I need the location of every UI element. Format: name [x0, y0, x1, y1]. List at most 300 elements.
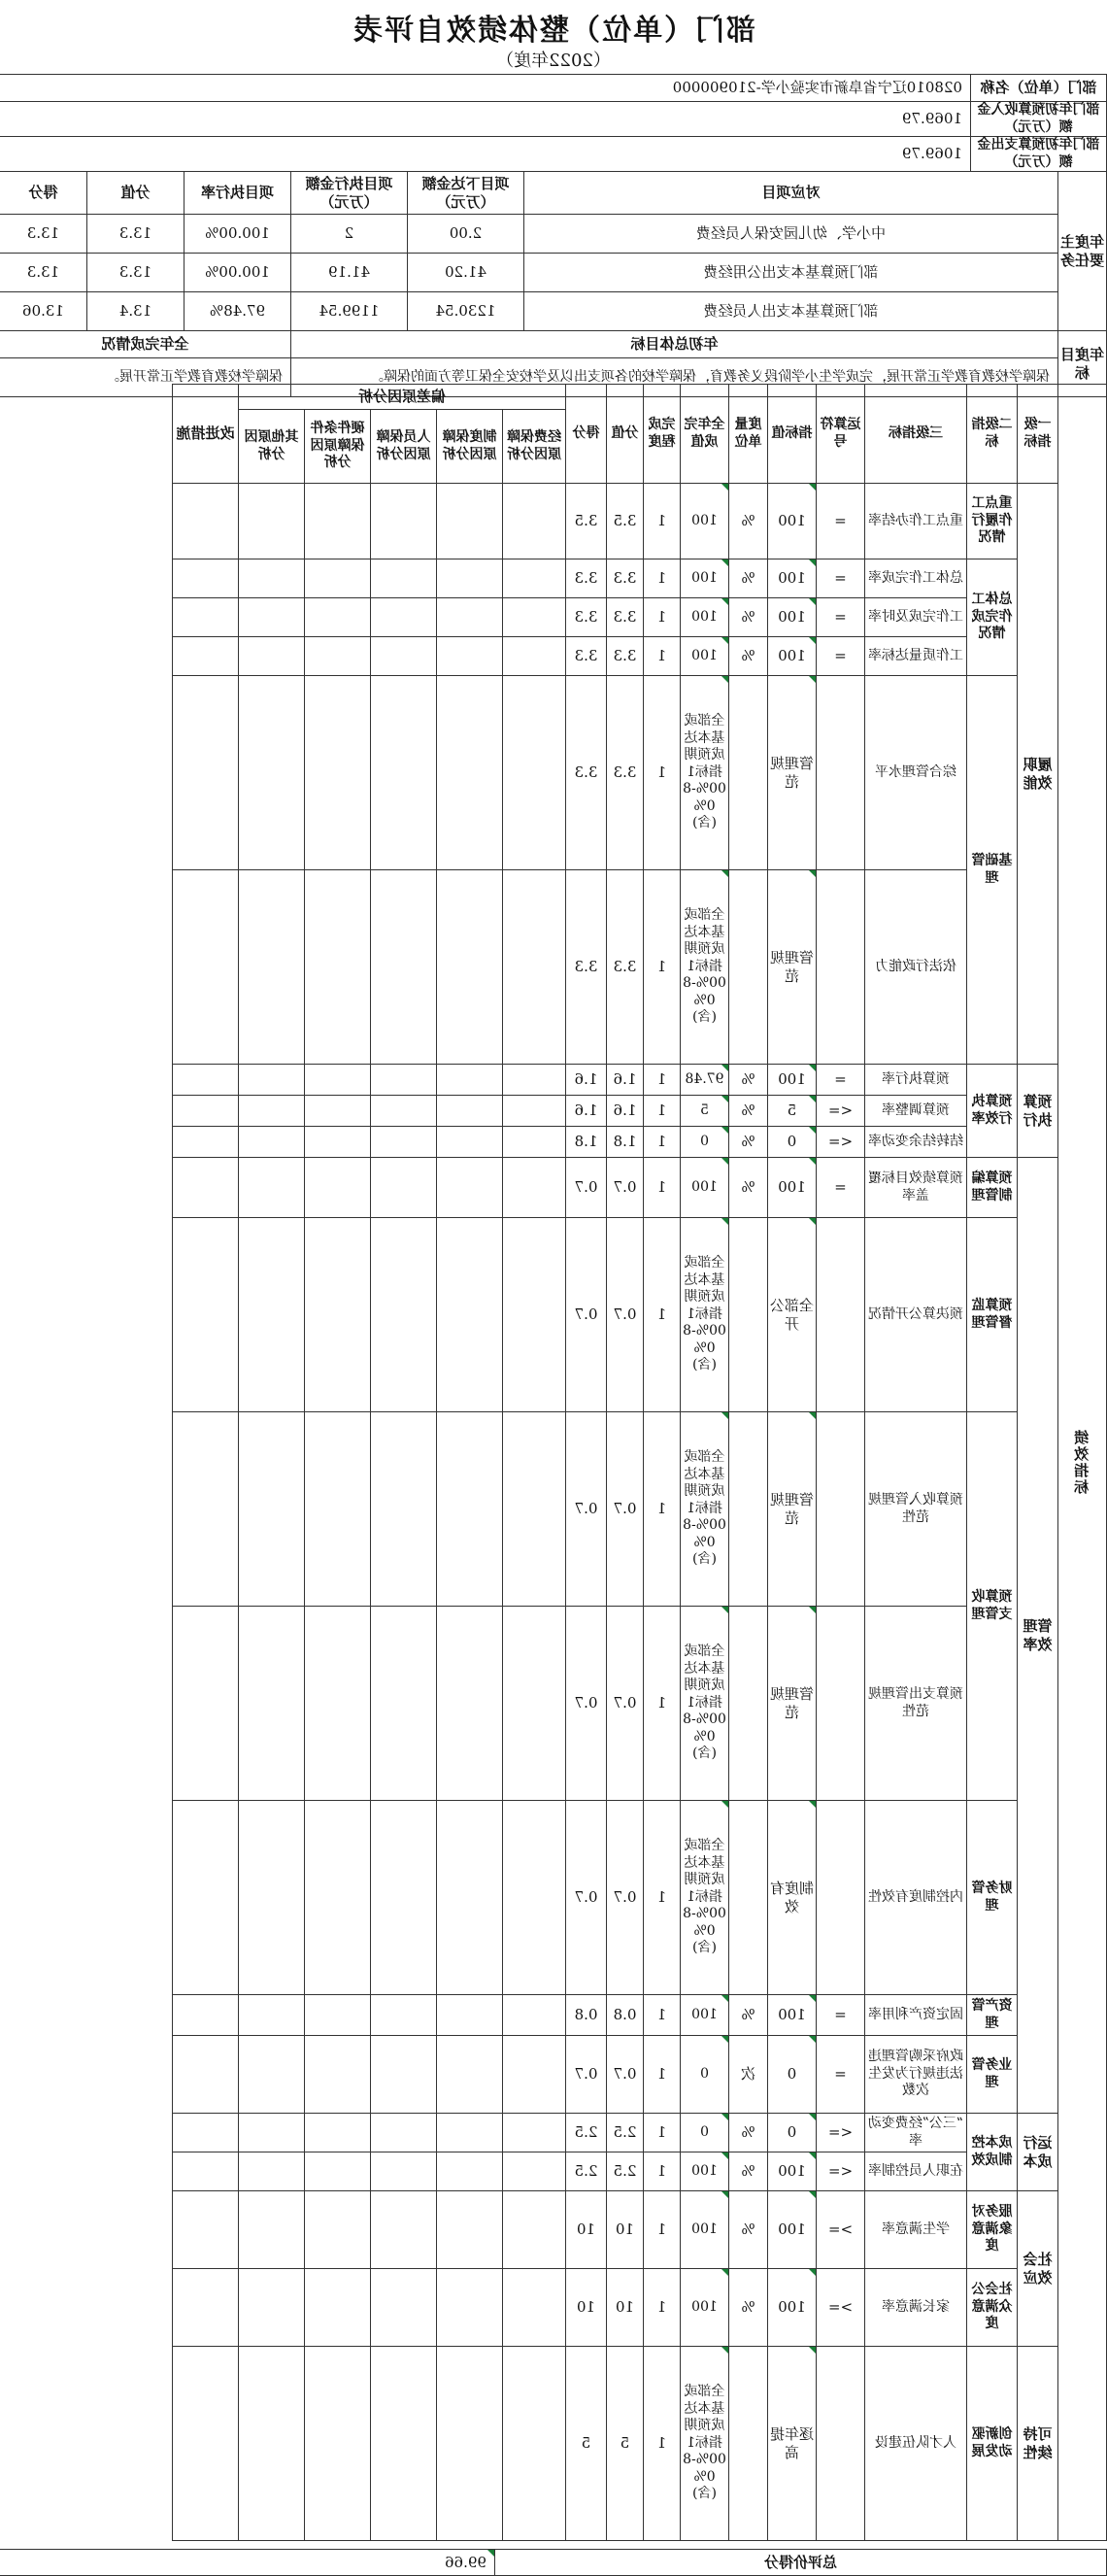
deviation-analysis [437, 1995, 503, 2036]
score: 10 [566, 2191, 607, 2269]
metric-row [0, 676, 1107, 870]
deviation-analysis [437, 2191, 503, 2269]
target-value: 0 [768, 2036, 817, 2114]
actual-value: 100 [681, 637, 729, 676]
level3-indicator: 预算支出管理规范性 [865, 1607, 967, 1801]
deviation-analysis [238, 1801, 304, 1995]
deviation-analysis [371, 2347, 437, 2541]
level1-indicator: 可持续性 [1018, 2347, 1058, 2541]
improvement-measure [172, 2152, 238, 2191]
completion-degree: 1 [644, 2191, 681, 2269]
deviation-analysis [238, 870, 304, 1065]
target-value: 100 [768, 1158, 817, 1218]
level1-indicator: 管理效率 [1018, 1158, 1058, 2114]
deviation-analysis [437, 559, 503, 598]
actual-value: 100 [681, 2191, 729, 2269]
operator: <= [817, 1127, 865, 1158]
deviation-analysis [437, 2347, 503, 2541]
deviation-analysis [503, 676, 566, 870]
unit: % [729, 1096, 768, 1127]
target-value: 0 [768, 2114, 817, 2152]
task-executed: 2 [290, 215, 407, 254]
deviation-analysis [437, 1065, 503, 1096]
improvement-measure [172, 676, 238, 870]
level2-indicator: 社会公众满意度 [967, 2269, 1018, 2347]
deviation-analysis [371, 559, 437, 598]
completion-degree: 1 [644, 1801, 681, 1995]
target-value: 100 [768, 559, 817, 598]
operator: >= [817, 2269, 865, 2347]
improvement-measure [172, 870, 238, 1065]
level1-indicator: 运行成本 [1018, 2114, 1058, 2191]
task-row [0, 254, 1107, 292]
level2-indicator: 成本控制成效 [967, 2114, 1018, 2191]
unit: % [729, 484, 768, 559]
improvement-measure [172, 1412, 238, 1607]
deviation-analysis [437, 1096, 503, 1127]
improvement-measure [172, 2036, 238, 2114]
unit [729, 2347, 768, 2541]
metric-row [0, 2191, 1107, 2269]
metric-row [0, 1158, 1107, 1218]
task-weight: 13.3 [86, 215, 184, 254]
score: 3.3 [566, 637, 607, 676]
deviation-analysis [238, 1995, 304, 2036]
level2-indicator: 资产管理 [967, 1995, 1018, 2036]
operator: <= [817, 1096, 865, 1127]
metric-row [0, 1995, 1107, 2036]
level2-indicator: 总体工作完成情况 [967, 559, 1018, 676]
improvement-measure [172, 2269, 238, 2347]
level1-indicator: 社会效应 [1018, 2191, 1058, 2347]
deviation-analysis [305, 2152, 371, 2191]
header-score: 得分 [566, 385, 607, 484]
income-value: 1069.79 [0, 102, 970, 137]
improvement-measure [172, 598, 238, 637]
target-value: 100 [768, 598, 817, 637]
metric-row [0, 559, 1107, 598]
weight: 0.8 [607, 1995, 644, 2036]
actual-value: 全部或基本达成预期指标100%-80%(含) [681, 2347, 729, 2541]
actual-value: 5 [681, 1096, 729, 1127]
score: 3.5 [566, 484, 607, 559]
deviation-analysis [238, 484, 304, 559]
deviation-analysis [305, 1995, 371, 2036]
unit: % [729, 559, 768, 598]
score: 3.3 [566, 598, 607, 637]
unit [729, 1218, 768, 1412]
level3-indicator: 人才队伍建设 [865, 2347, 967, 2541]
level1-indicator: 预算执行 [1018, 1065, 1058, 1158]
operator [817, 1801, 865, 1995]
unit-name-label: 部门（单位）名称 [970, 75, 1106, 102]
metric-row [0, 2114, 1107, 2152]
header-deviation-col: 经费保障原因分析 [503, 410, 566, 484]
header-level2: 二级指标 [967, 385, 1018, 484]
task-project: 中小学、幼儿园安保人员经费 [523, 215, 1057, 254]
metric-row [0, 598, 1107, 637]
task-executed: 1199.54 [290, 292, 407, 331]
deviation-analysis [437, 1607, 503, 1801]
metric-row [0, 2152, 1107, 2191]
deviation-analysis [437, 2036, 503, 2114]
metric-row [0, 1096, 1107, 1127]
score: 0.7 [566, 2036, 607, 2114]
header-deviation-col: 硬件条件保障原因分析 [305, 410, 371, 484]
summary-table [0, 74, 1107, 397]
unit [729, 1412, 768, 1607]
header-degree: 完成程度 [644, 385, 681, 484]
deviation-analysis [305, 1127, 371, 1158]
task-score: 13.3 [0, 215, 86, 254]
deviation-analysis [437, 484, 503, 559]
target-value: 100 [768, 1065, 817, 1096]
target-value: 逐年提高 [768, 2347, 817, 2541]
completion-degree: 1 [644, 1995, 681, 2036]
metric-row [0, 1801, 1107, 1995]
level3-indicator: 工作质量达标率 [865, 637, 967, 676]
unit-name-value: 028010辽宁省阜新市实验小学-210900000 [0, 75, 970, 102]
score: 10 [566, 2269, 607, 2347]
deviation-analysis [503, 1218, 566, 1412]
task-allocated: 2.00 [407, 215, 523, 254]
target-value: 管理规范 [768, 1412, 817, 1607]
metrics-table [0, 384, 1107, 2541]
target-value: 100 [768, 2191, 817, 2269]
improvement-measure [172, 559, 238, 598]
deviation-analysis [503, 1158, 566, 1218]
weight: 2.5 [607, 2152, 644, 2191]
header-deviation-col: 人员保障原因分析 [371, 410, 437, 484]
deviation-analysis [305, 1218, 371, 1412]
deviation-analysis [305, 2347, 371, 2541]
operator [817, 2347, 865, 2541]
operator [817, 676, 865, 870]
actual-value: 100 [681, 1158, 729, 1218]
actual-value: 全部或基本达成预期指标100%-80%(含) [681, 1801, 729, 1995]
level2-indicator: 财务管理 [967, 1801, 1018, 1995]
task-row [0, 215, 1107, 254]
deviation-analysis [503, 1096, 566, 1127]
deviation-analysis [437, 598, 503, 637]
deviation-analysis [503, 1607, 566, 1801]
actual-value: 全部或基本达成预期指标100%-80%(含) [681, 676, 729, 870]
deviation-analysis [305, 2191, 371, 2269]
task-executed: 41.19 [290, 254, 407, 292]
task-weight: 13.3 [86, 254, 184, 292]
actual-value: 全部或基本达成预期指标100%-80%(含) [681, 1412, 729, 1607]
deviation-analysis [371, 1158, 437, 1218]
level3-indicator: 固定资产利用率 [865, 1995, 967, 2036]
score: 0.7 [566, 1218, 607, 1412]
total-label: 总评价得分 [495, 2550, 1107, 2576]
weight: 3.3 [607, 676, 644, 870]
deviation-analysis [305, 1065, 371, 1096]
unit [729, 1607, 768, 1801]
actual-value: 100 [681, 1995, 729, 2036]
improvement-measure [172, 1158, 238, 1218]
tasks-header-weight: 分值 [86, 172, 184, 215]
deviation-analysis [371, 1065, 437, 1096]
weight: 3.3 [607, 870, 644, 1065]
improvement-measure [172, 1995, 238, 2036]
deviation-analysis [305, 1158, 371, 1218]
task-score: 13.3 [0, 254, 86, 292]
deviation-analysis [371, 1607, 437, 1801]
operator: = [817, 559, 865, 598]
operator: = [817, 1065, 865, 1096]
operator: <= [817, 2114, 865, 2152]
header-deviation-col: 制度保障原因分析 [437, 410, 503, 484]
score: 3.3 [566, 676, 607, 870]
weight: 1.6 [607, 1096, 644, 1127]
weight: 0.7 [607, 1158, 644, 1218]
improvement-measure [172, 1127, 238, 1158]
total-table [0, 2549, 1107, 2576]
completion-degree: 1 [644, 1607, 681, 1801]
operator: = [817, 2036, 865, 2114]
level3-indicator: 学生满意率 [865, 2191, 967, 2269]
metric-row [0, 2036, 1107, 2114]
deviation-analysis [238, 1412, 304, 1607]
header-level1: 一级指标 [1018, 385, 1058, 484]
deviation-analysis [371, 1127, 437, 1158]
metric-row [0, 870, 1107, 1065]
deviation-analysis [437, 1801, 503, 1995]
operator: <= [817, 2152, 865, 2191]
deviation-analysis [305, 637, 371, 676]
improvement-measure [172, 2191, 238, 2269]
completion-degree: 1 [644, 2152, 681, 2191]
header-operator: 运算符号 [817, 385, 865, 484]
level2-indicator: 重点工作履行情况 [967, 484, 1018, 559]
target-value: 100 [768, 1995, 817, 2036]
completion-degree: 1 [644, 676, 681, 870]
completion-degree: 1 [644, 637, 681, 676]
completion-degree: 1 [644, 2269, 681, 2347]
deviation-analysis [371, 2036, 437, 2114]
deviation-analysis [305, 1096, 371, 1127]
metric-row [0, 2269, 1107, 2347]
score: 2.5 [566, 2114, 607, 2152]
deviation-analysis [305, 559, 371, 598]
completion-degree: 1 [644, 484, 681, 559]
unit: % [729, 1065, 768, 1096]
unit: % [729, 637, 768, 676]
operator: = [817, 1995, 865, 2036]
score: 1.6 [566, 1065, 607, 1096]
deviation-analysis [238, 2152, 304, 2191]
deviation-analysis [371, 598, 437, 637]
target-value: 制度有效 [768, 1801, 817, 1995]
deviation-analysis [503, 2152, 566, 2191]
operator: = [817, 598, 865, 637]
level3-indicator: 总体工作完成率 [865, 559, 967, 598]
deviation-analysis [503, 2114, 566, 2152]
deviation-analysis [305, 1801, 371, 1995]
header-deviation-col: 其他原因分析 [238, 410, 304, 484]
task-project: 部门预算基本支出公用经费 [523, 254, 1057, 292]
level3-indicator: 在职人员控制率 [865, 2152, 967, 2191]
deviation-analysis [238, 1607, 304, 1801]
completion-degree: 1 [644, 1065, 681, 1096]
target-value: 100 [768, 484, 817, 559]
deviation-analysis [238, 2269, 304, 2347]
improvement-measure [172, 1801, 238, 1995]
weight: 3.3 [607, 559, 644, 598]
level2-indicator: 预算执行效率 [967, 1065, 1018, 1158]
deviation-analysis [371, 870, 437, 1065]
unit: % [729, 598, 768, 637]
deviation-analysis [238, 2347, 304, 2541]
deviation-analysis [371, 2269, 437, 2347]
deviation-analysis [503, 637, 566, 676]
deviation-analysis [503, 2036, 566, 2114]
actual-value: 0 [681, 1127, 729, 1158]
level3-indicator: “三公”经费变动率 [865, 2114, 967, 2152]
deviation-analysis [437, 1218, 503, 1412]
deviation-analysis [503, 2191, 566, 2269]
deviation-analysis [305, 598, 371, 637]
total-value: 99.66 [0, 2550, 495, 2576]
target-value: 100 [768, 2269, 817, 2347]
metric-row [0, 1607, 1107, 1801]
deviation-analysis [305, 676, 371, 870]
weight: 0.7 [607, 1412, 644, 1607]
level3-indicator: 工作完成及时率 [865, 598, 967, 637]
metric-row [0, 484, 1107, 559]
score: 0.8 [566, 1995, 607, 2036]
actual-value: 0 [681, 2036, 729, 2114]
deviation-analysis [371, 676, 437, 870]
weight: 2.5 [607, 2114, 644, 2152]
task-weight: 13.4 [86, 292, 184, 331]
improvement-measure [172, 1065, 238, 1096]
completion-degree: 1 [644, 559, 681, 598]
improvement-measure [172, 1218, 238, 1412]
improvement-measure [172, 637, 238, 676]
level3-indicator: 综合管理水平 [865, 676, 967, 870]
deviation-analysis [238, 1127, 304, 1158]
level3-indicator: 预算调整率 [865, 1096, 967, 1127]
actual-value: 0 [681, 2114, 729, 2152]
deviation-analysis [238, 1096, 304, 1127]
completion-degree: 1 [644, 1158, 681, 1218]
header-level3: 三级指标 [865, 385, 967, 484]
target-value: 管理规范 [768, 676, 817, 870]
unit: % [729, 1158, 768, 1218]
header-weight: 分值 [607, 385, 644, 484]
actual-value: 全部或基本达成预期指标100%-80%(含) [681, 870, 729, 1065]
score: 0.7 [566, 1412, 607, 1607]
deviation-analysis [238, 598, 304, 637]
weight: 3.3 [607, 637, 644, 676]
tasks-header-allocated: 项目下达金额（万元） [407, 172, 523, 215]
unit [729, 676, 768, 870]
actual-value: 100 [681, 2152, 729, 2191]
weight: 0.7 [607, 1801, 644, 1995]
header-unit: 度量单位 [729, 385, 768, 484]
deviation-analysis [371, 1801, 437, 1995]
operator: >= [817, 2191, 865, 2269]
score: 1.8 [566, 1127, 607, 1158]
level3-indicator: 政府采购管理违法违规行为发生次数 [865, 2036, 967, 2114]
deviation-analysis [503, 484, 566, 559]
level2-indicator: 预算监督管理 [967, 1218, 1018, 1412]
tasks-section-label: 年度主要任务 [1058, 172, 1107, 331]
deviation-analysis [503, 1412, 566, 1607]
unit: % [729, 1127, 768, 1158]
unit: % [729, 2269, 768, 2347]
level1-indicator: 履职效能 [1018, 484, 1058, 1065]
deviation-analysis [437, 1412, 503, 1607]
level2-indicator: 创新驱动发展 [967, 2347, 1018, 2541]
tasks-header-rate: 项目执行率 [184, 172, 290, 215]
completion-degree: 1 [644, 2347, 681, 2541]
task-allocated: 41.20 [407, 254, 523, 292]
deviation-analysis [503, 2269, 566, 2347]
goals-section-label: 年度目标 [1058, 331, 1107, 397]
metrics-section-label: 绩效指标 [1058, 385, 1107, 2541]
tasks-header-project: 对应项目 [523, 172, 1057, 215]
unit [729, 1801, 768, 1995]
deviation-analysis [503, 1065, 566, 1096]
deviation-analysis [437, 2152, 503, 2191]
level2-indicator: 基础管理 [967, 676, 1018, 1065]
deviation-analysis [238, 559, 304, 598]
operator [817, 1218, 865, 1412]
score: 2.5 [566, 2152, 607, 2191]
metric-row [0, 1127, 1107, 1158]
actual-value: 100 [681, 2269, 729, 2347]
score: 0.7 [566, 1607, 607, 1801]
header-target: 指标值 [768, 385, 817, 484]
improvement-measure [172, 2347, 238, 2541]
score: 5 [566, 2347, 607, 2541]
level2-indicator: 预算收支管理 [967, 1412, 1018, 1801]
deviation-analysis [371, 1218, 437, 1412]
level3-indicator: 家长满意率 [865, 2269, 967, 2347]
metric-row [0, 1412, 1107, 1607]
operator: = [817, 484, 865, 559]
deviation-analysis [238, 2191, 304, 2269]
level2-indicator: 业务管理 [967, 2036, 1018, 2114]
deviation-analysis [437, 2269, 503, 2347]
target-value: 100 [768, 637, 817, 676]
deviation-analysis [371, 2191, 437, 2269]
deviation-analysis [305, 870, 371, 1065]
deviation-analysis [238, 2114, 304, 2152]
weight: 5 [607, 2347, 644, 2541]
deviation-analysis [371, 637, 437, 676]
target-value: 0 [768, 1127, 817, 1158]
score: 3.3 [566, 870, 607, 1065]
deviation-analysis [503, 559, 566, 598]
task-row [0, 292, 1107, 331]
operator: = [817, 1158, 865, 1218]
deviation-analysis [371, 1412, 437, 1607]
unit: % [729, 2114, 768, 2152]
deviation-analysis [503, 870, 566, 1065]
target-value: 100 [768, 2152, 817, 2191]
weight: 3.3 [607, 598, 644, 637]
header-improve: 改进措施 [172, 385, 238, 484]
score: 1.6 [566, 1096, 607, 1127]
actual-value: 97.48 [681, 1065, 729, 1096]
weight: 3.5 [607, 484, 644, 559]
deviation-analysis [305, 1607, 371, 1801]
deviation-analysis [305, 1412, 371, 1607]
